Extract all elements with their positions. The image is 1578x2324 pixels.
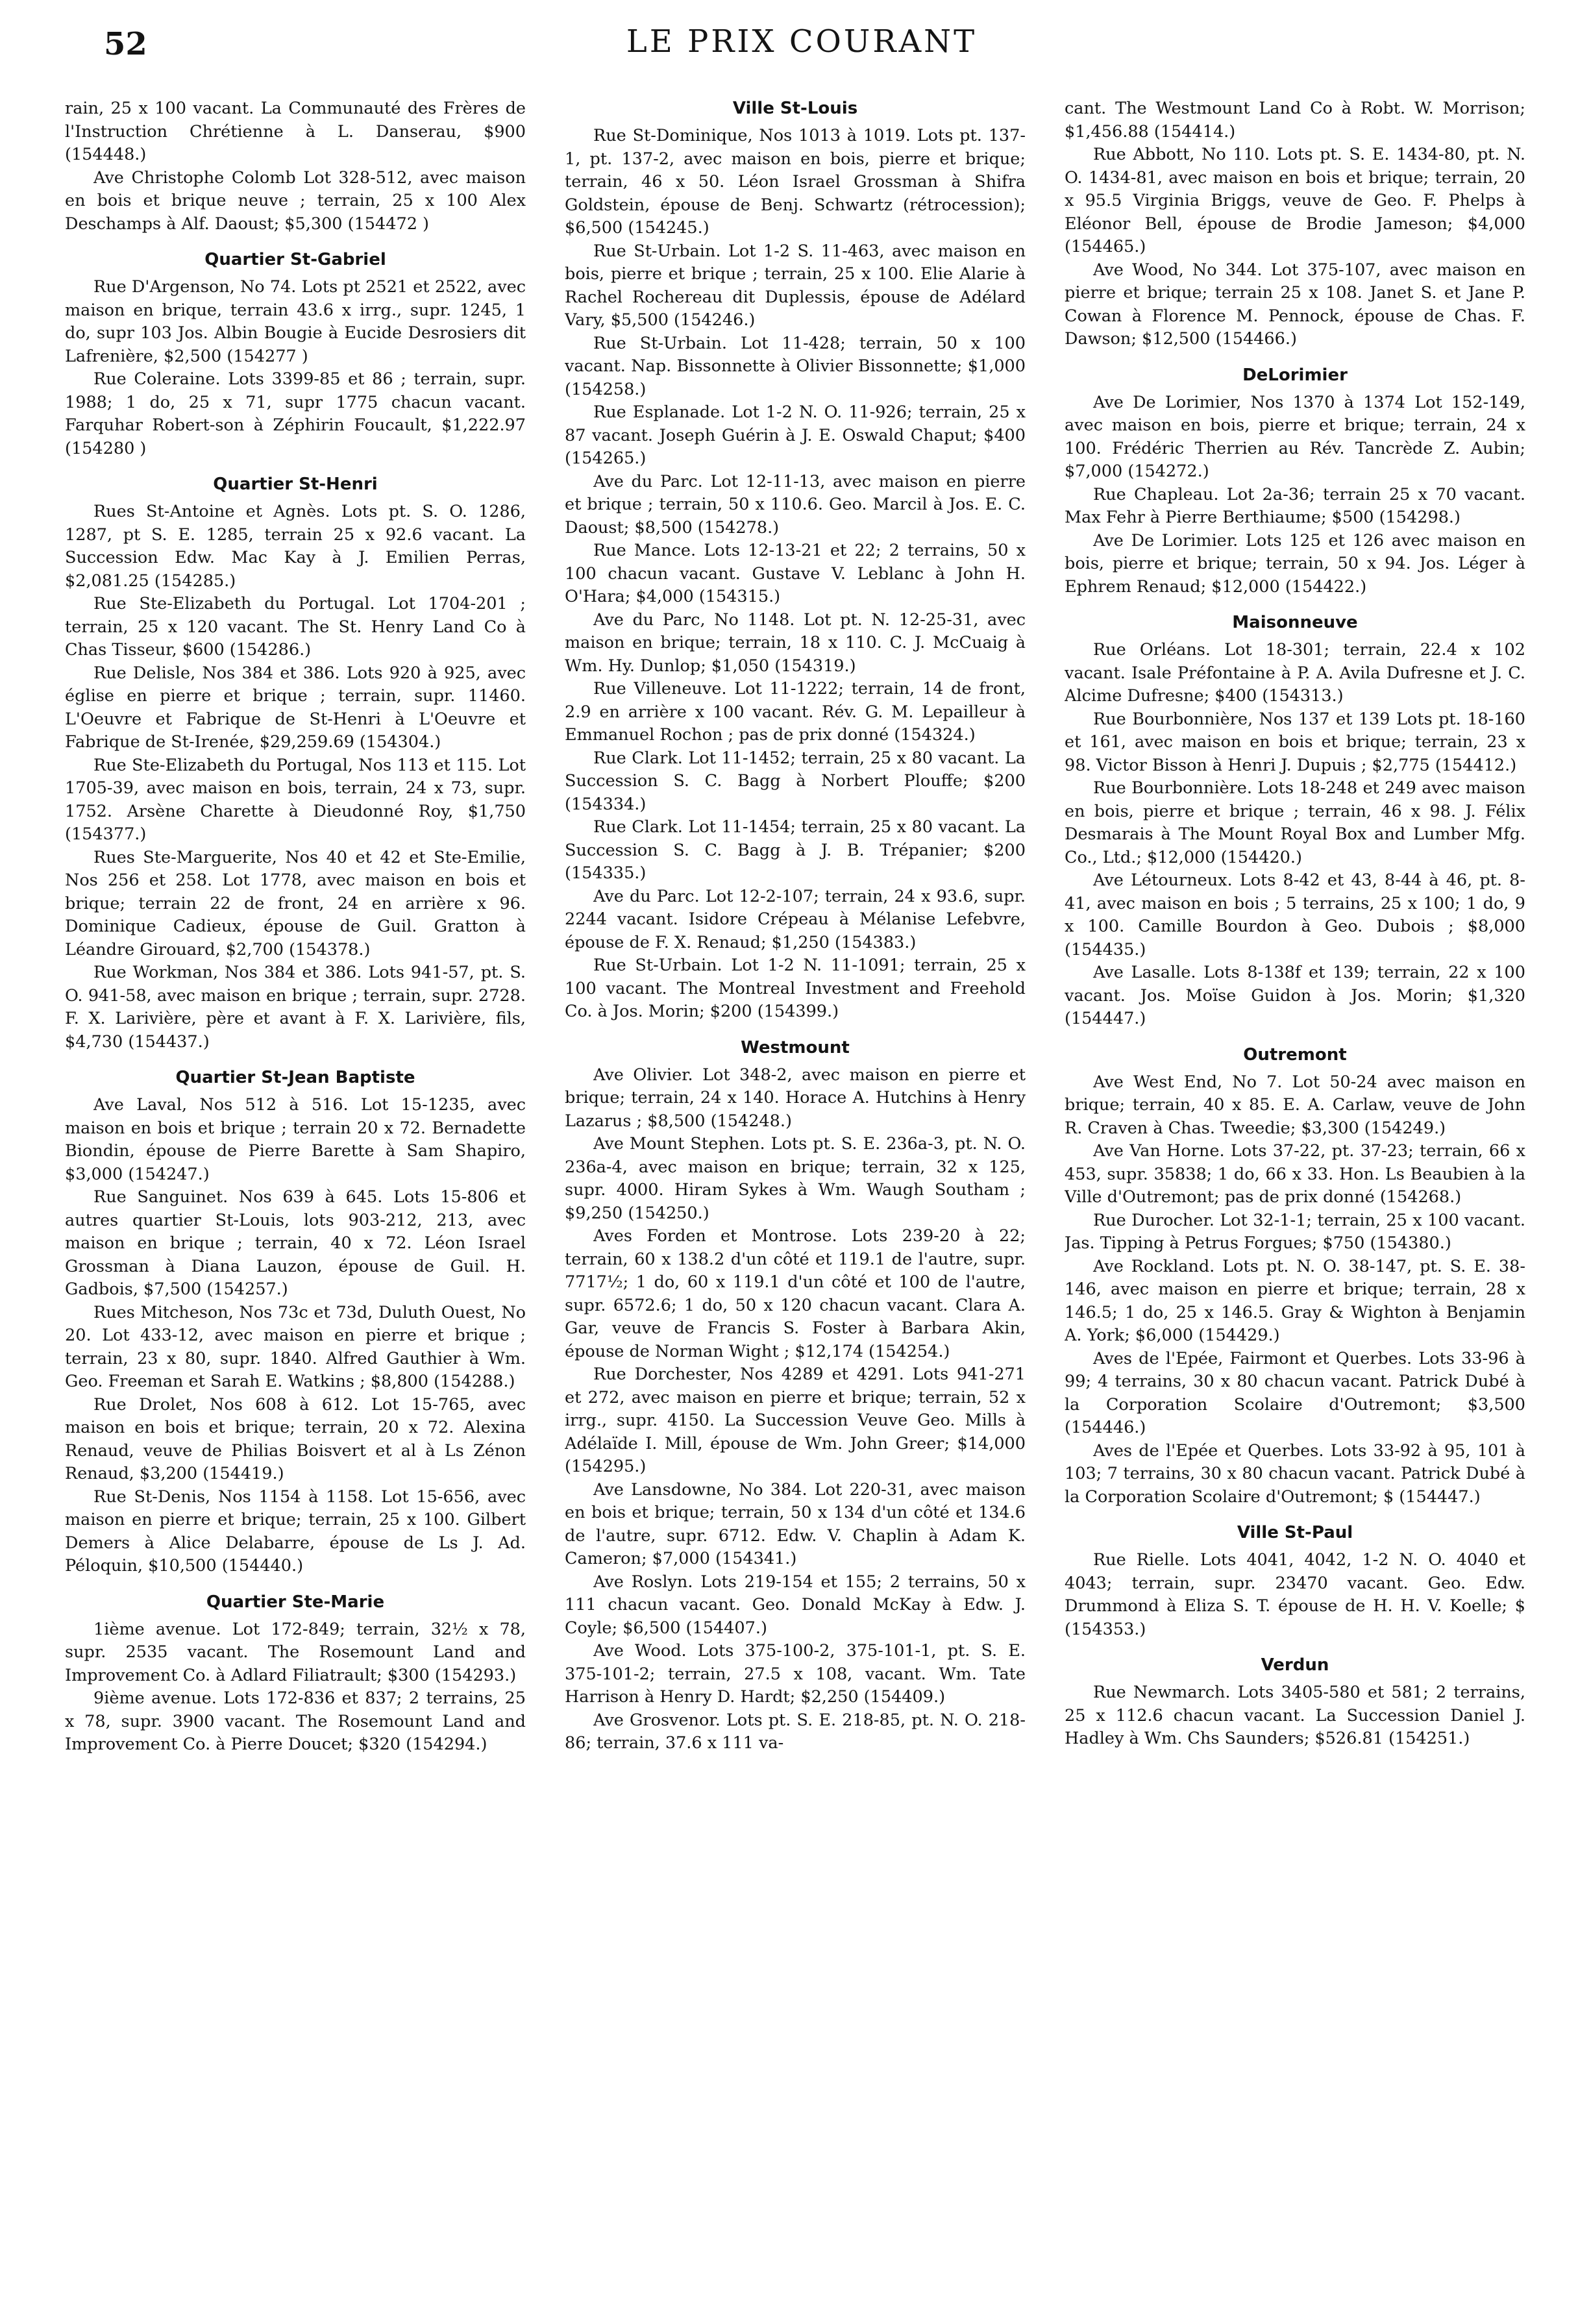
listing-entry: cant. The Westmount Land Co à Robt. W. Morrison; $1,456.88 (154414.) <box>1065 99 1525 142</box>
listing-entry: Rue St-Denis, Nos 1154 à 1158. Lot 15-656, avec maison en pierre et brique; terrain, 25 x 100. Gilbert Demers à Alice Delabarre, épouse de Ls J. Ad. Péloquin, $10,500 (154440.) <box>65 1487 526 1576</box>
listing-entry: Rue D'Argenson, No 74. Lots pt 2521 et 2522, avec maison en brique, terrain 43.6 x irrg., supr. 1245, 1 do, supr 103 Jos. Albin Bougie à Eucide Desrosiers dit Lafrenière, $2,500 (154277 ) <box>65 277 526 366</box>
listing-entry: Rue St-Urbain. Lot 1-2 S. 11-463, avec maison en bois, pierre et brique ; terrain, 25 x 100. Elie Alarie à Rachel Rochereau dit Duplessis, épouse de Adélard Vary, $5,500 (154246.) <box>565 241 1026 330</box>
listing-entry: Rue Ste-Elizabeth du Portugal. Lot 1704-201 ; terrain, 25 x 120 vacant. The St. Henry Land Co à Chas Tisseur, $600 (154286.) <box>65 594 526 660</box>
listing-entry: Rue Clark. Lot 11-1452; terrain, 25 x 80 vacant. La Succession S. C. Bagg à Norbert Plouffe; $200 (154334.) <box>565 748 1026 814</box>
section-heading: Quartier St-Henri <box>213 475 378 494</box>
column-right <box>1065 97 1525 2305</box>
section-heading: Verdun <box>1261 1655 1329 1675</box>
columns <box>65 97 1525 2305</box>
listing-entry: Rue Chapleau. Lot 2a-36; terrain 25 x 70 vacant. Max Fehr à Pierre Berthiaume; $500 (154298.) <box>1065 484 1525 527</box>
listing-entry: Rue St-Urbain. Lot 11-428; terrain, 50 x 100 vacant. Nap. Bissonnette à Olivier Bissonnette; $1,000 (154258.) <box>565 333 1026 399</box>
section-heading: Quartier Ste-Marie <box>206 1592 385 1612</box>
listing-entry: Ave du Parc. Lot 12-11-13, avec maison en pierre et brique ; terrain, 50 x 110.6. Geo. Marcil à Jos. E. C. Daoust; $8,500 (154278.) <box>565 471 1026 538</box>
listing-entry: Rues St-Antoine et Agnès. Lots pt. S. O. 1286, 1287, pt S. E. 1285, terrain 25 x 92.6 vacant. La Succession Edw. Mac Kay à J. Emilien Perras, $2,081.25 (154285.) <box>65 502 526 591</box>
listing-entry: Ave Laval, Nos 512 à 516. Lot 15-1235, avec maison en bois et brique ; terrain 20 x 72. Bernadette Biondin, épouse de Pierre Barette à Sam Shapiro, $3,000 (154247.) <box>65 1095 526 1184</box>
listing-entry: Rue Mance. Lots 12-13-21 et 22; 2 terrains, 50 x 100 chacun vacant. Gustave V. Leblanc à John H. O'Hara; $4,000 (154315.) <box>565 541 1026 606</box>
page-number: 52 <box>104 26 147 62</box>
listing-entry: Rue Bourbonnière, Nos 137 et 139 Lots pt. 18-160 et 161, avec maison en bois et brique; terrain, 23 x 98. Victor Bisson à Henri J. Dupuis ; $2,775 (154412.) <box>1065 709 1525 775</box>
running-title: LE PRIX COURANT <box>626 23 978 60</box>
section-heading: DeLorimier <box>1242 365 1348 385</box>
listing-entry: Rue Workman, Nos 384 et 386. Lots 941-57, pt. S. O. 941-58, avec maison en brique ; terrain, supr. 2728. F. X. Larivière, père et avant à F. X. Larivière, fils, $4,730 (154437.) <box>65 963 526 1052</box>
section-heading: Westmount <box>741 1037 850 1057</box>
column-left <box>65 97 526 2305</box>
listing-entry: Ave Christophe Colomb Lot 328-512, avec maison en bois et brique neuve ; terrain, 25 x 100 Alex Deschamps à Alf. Daoust; $5,300 (154472 ) <box>65 167 526 234</box>
listing-entry: Rue Abbott, No 110. Lots pt. S. E. 1434-80, pt. N. O. 1434-81, avec maison en bois et brique; terrain, 20 x 95.5 Virginia Briggs, veuve de Geo. F. Phelps à Eléonor Bell, épouse de Brodie Jameson; $4,000 (154465.) <box>1065 145 1525 256</box>
listing-entry: Ave Lasalle. Lots 8-138f et 139; terrain, 22 x 100 vacant. Jos. Moïse Guidon à Jos. Morin; $1,320 (154447.) <box>1065 963 1525 1028</box>
listing-entry: Ave Lansdowne, No 384. Lot 220-31, avec maison en bois et brique; terrain, 50 x 134 d'un côté et 134.6 de l'autre, supr. 6712. Edw. V. Chaplin à Adam K. Cameron; $7,000 (154341.) <box>565 1479 1026 1568</box>
section-heading: Outremont <box>1243 1045 1347 1065</box>
section-heading: Quartier St-Jean Baptiste <box>175 1068 415 1087</box>
section-heading: Maisonneuve <box>1232 613 1358 632</box>
listing-entry: Rue St-Dominique, Nos 1013 à 1019. Lots pt. 137-1, pt. 137-2, avec maison en bois, pierre et brique; terrain, 46 x 50. Léon Israel Grossman à Shifra Goldstein, épouse de Benj. Schwartz (rétrocession); $6,500 (154245.) <box>565 126 1026 238</box>
listing-entry: Rue Delisle, Nos 384 et 386. Lots 920 à 925, avec église en pierre et brique ; terrain, supr. 11460. L'Oeuvre et Fabrique de St-Henri à L'Oeuvre et Fabrique de St-Irenée, $29,259.69 (154304.) <box>65 663 526 752</box>
listing-entry: Rues Mitcheson, Nos 73c et 73d, Duluth Ouest, No 20. Lot 433-12, avec maison en pierre et brique ; terrain, 23 x 80, supr. 1840. Alfred Gauthier à Wm. Geo. Freeman et Sarah E. Watkins ; $8,800 (154288.) <box>65 1302 526 1391</box>
listing-entry: Rue Coleraine. Lots 3399-85 et 86 ; terrain, supr. 1988; 1 do, 25 x 71, supr 1775 chacun vacant. Farquhar Robert-son à Zéphirin Foucault, $1,222.97 (154280 ) <box>65 369 526 458</box>
listing-entry: Ave Van Horne. Lots 37-22, pt. 37-23; terrain, 66 x 453, supr. 35838; 1 do, 66 x 33. Hon. Ls Beaubien à la Ville d'Outremont; pas de prix donné (154268.) <box>1065 1141 1525 1207</box>
listing-entry: Ave du Parc. Lot 12-2-107; terrain, 24 x 93.6, supr. 2244 vacant. Isidore Crépeau à Mélanise Lefebvre, épouse de F. X. Renaud; $1,250 (154383.) <box>565 886 1026 952</box>
listing-entry: Rue Durocher. Lot 32-1-1; terrain, 25 x 100 vacant. Jas. Tipping à Petrus Forgues; $750 (154380.) <box>1065 1210 1525 1253</box>
listing-entry: Ave Roslyn. Lots 219-154 et 155; 2 terrains, 50 x 111 chacun vacant. Geo. Donald McKay à Edw. J. Coyle; $6,500 (154407.) <box>565 1572 1026 1638</box>
listing-entry: Rue Rielle. Lots 4041, 4042, 1-2 N. O. 4040 et 4043; terrain, supr. 23470 vacant. Geo. Edw. Drummond à Eliza S. T. épouse de H. H. V. Koelle; $ (154353.) <box>1065 1550 1525 1639</box>
section-heading: Ville St-Louis <box>732 99 858 118</box>
page-header <box>104 18 1499 73</box>
listing-entry: Ave Grosvenor. Lots pt. S. E. 218-85, pt. N. O. 218-86; terrain, 37.6 x 111 va- <box>565 1710 1026 1753</box>
listing-entry: Rue Drolet, Nos 608 à 612. Lot 15-765, avec maison en bois et brique; terrain, 20 x 72. Alexina Renaud, veuve de Philias Boisvert et al à Ls Zénon Renaud, $3,200 (154419.) <box>65 1394 526 1483</box>
listing-entry: Ave De Lorimier. Lots 125 et 126 avec maison en bois, pierre et brique; terrain, 50 x 94. Jos. Léger à Ephrem Renaud; $12,000 (154422.) <box>1065 530 1525 597</box>
listing-entry: rain, 25 x 100 vacant. La Communauté des Frères de l'Instruction Chrétienne à L. Danserau, $900 (154448.) <box>65 99 526 164</box>
section-heading: Ville St-Paul <box>1237 1523 1353 1542</box>
column-middle <box>565 97 1026 2305</box>
listing-entry: Ave du Parc, No 1148. Lot pt. N. 12-25-31, avec maison en brique; terrain, 18 x 110. C. J. McCuaig à Wm. Hy. Dunlop; $1,050 (154319.) <box>565 610 1026 676</box>
listing-entry: Aves de l'Epée et Querbes. Lots 33-92 à 95, 101 à 103; 7 terrains, 30 x 80 chacun vacant. Patrick Dubé à la Corporation Scolaire d'Outremont; $ (154447.) <box>1065 1440 1525 1507</box>
listing-entry: Ave Létourneux. Lots 8-42 et 43, 8-44 à 46, pt. 8-41, avec maison en bois ; 5 terrains, 25 x 100; 1 do, 9 x 100. Camille Bourdon à Geo. Dubois ; $8,000 (154435.) <box>1065 871 1525 959</box>
listing-entry: Rue Sanguinet. Nos 639 à 645. Lots 15-806 et autres quartier St-Louis, lots 903-212, 213, avec maison en brique ; terrain, 40 x 72. Léon Israel Grossman à Diana Lauzon, épouse de Guil. H. Gadbois, $7,500 (154257.) <box>65 1187 526 1299</box>
listing-entry: Ave West End, No 7. Lot 50-24 avec maison en brique; terrain, 40 x 85. E. A. Carlaw, veuve de John R. Craven à Chas. Tweedie; $3,300 (154249.) <box>1065 1072 1525 1138</box>
listing-entry: Rue Bourbonnière. Lots 18-248 et 249 avec maison en bois, pierre et brique ; terrain, 46 x 98. J. Félix Desmarais à The Mount Royal Box and Lumber Mfg. Co., Ltd.; $12,000 (154420.) <box>1065 778 1525 867</box>
listing-entry: Aves Forden et Montrose. Lots 239-20 à 22; terrain, 60 x 138.2 d'un côté et 119.1 de l'autre, supr. 7717½; 1 do, 60 x 119.1 d'un côté et 100 de l'autre, supr. 6572.6; 1 do, 50 x 120 chacun vacant. Clara A. Gar, veuve de Francis S. Foster à Barbara Akin, épouse de Norman Wight ; $12,174 (154254.) <box>565 1226 1026 1361</box>
listing-entry: Rue St-Urbain. Lot 1-2 N. 11-1091; terrain, 25 x 100 vacant. The Montreal Investment and Freehold Co. à Jos. Morin; $200 (154399.) <box>565 956 1026 1021</box>
listing-entry: Rue Clark. Lot 11-1454; terrain, 25 x 80 vacant. La Succession S. C. Bagg à J. B. Trépanier; $200 (154335.) <box>565 817 1026 883</box>
listing-entry: Ave Wood, No 344. Lot 375-107, avec maison en pierre et brique; terrain 25 x 108. Janet S. et Jane P. Cowan à Florence M. Pennock, épouse de Chas. F. Dawson; $12,500 (154466.) <box>1065 260 1525 349</box>
listing-entry: 1ième avenue. Lot 172-849; terrain, 32½ x 78, supr. 2535 vacant. The Rosemount Land and Improvement Co. à Adlard Filiatrault; $300 (154293.) <box>65 1619 526 1685</box>
listing-entry: Ave Olivier. Lot 348-2, avec maison en pierre et brique; terrain, 24 x 140. Horace A. Hutchins à Henry Lazarus ; $8,500 (154248.) <box>565 1065 1026 1131</box>
listing-entry: Ave Wood. Lots 375-100-2, 375-101-1, pt. S. E. 375-101-2; terrain, 27.5 x 108, vacant. Wm. Tate Harrison à Henry D. Hardt; $2,250 (154409.) <box>565 1641 1026 1707</box>
listing-entry: Rues Ste-Marguerite, Nos 40 et 42 et Ste-Emilie, Nos 256 et 258. Lot 1778, avec maison en bois et brique; terrain 22 de front, 24 en arrière x 96. Dominique Cadieux, épouse de Guil. Gratton à Léandre Girouard, $2,700 (154378.) <box>65 847 526 959</box>
listing-entry: Ave Mount Stephen. Lots pt. S. E. 236a-3, pt. N. O. 236a-4, avec maison en brique; terrain, 32 x 125, supr. 4000. Hiram Sykes à Wm. Waugh Southam ; $9,250 (154250.) <box>565 1134 1026 1223</box>
listing-entry: Rue Ste-Elizabeth du Portugal, Nos 113 et 115. Lot 1705-39, avec maison en bois, terrain, 24 x 73, supr. 1752. Arsène Charette à Dieudonné Roy, $1,750 (154377.) <box>65 755 526 844</box>
listing-entry: Rue Esplanade. Lot 1-2 N. O. 11-926; terrain, 25 x 87 vacant. Joseph Guérin à J. E. Oswald Chaput; $400 (154265.) <box>565 402 1026 468</box>
listing-entry: Rue Dorchester, Nos 4289 et 4291. Lots 941-271 et 272, avec maison en pierre et brique; terrain, 52 x irrg., supr. 4150. La Succession Veuve Geo. Mills à Adélaïde I. Mill, épouse de Wm. John Greer; $14,000 (154295.) <box>565 1365 1026 1476</box>
listing-entry: 9ième avenue. Lots 172-836 et 837; 2 terrains, 25 x 78, supr. 3900 vacant. The Rosemount Land and Improvement Co. à Pierre Doucet; $320 (154294.) <box>65 1688 526 1754</box>
listing-entry: Ave Rockland. Lots pt. N. O. 38-147, pt. S. E. 38-146, avec maison en pierre et brique; terrain, 28 x 146.5; 1 do, 25 x 146.5. Gray & Wighton à Benjamin A. York; $6,000 (154429.) <box>1065 1256 1525 1345</box>
listing-entry: Rue Villeneuve. Lot 11-1222; terrain, 14 de front, 2.9 en arrière x 100 vacant. Rév. G. M. Lepailleur à Emmanuel Rochon ; pas de prix donné (154324.) <box>565 679 1026 745</box>
listing-entry: Aves de l'Epée, Fairmont et Querbes. Lots 33-96 à 99; 4 terrains, 30 x 80 chacun vacant. Patrick Dubé à la Corporation Scolaire d'Outremont; $3,500 (154446.) <box>1065 1348 1525 1437</box>
section-heading: Quartier St-Gabriel <box>204 250 386 269</box>
listing-entry: Rue Orléans. Lot 18-301; terrain, 22.4 x 102 vacant. Isale Préfontaine à P. A. Avila Dufresne et J. C. Alcime Dufresne; $400 (154313.) <box>1065 640 1525 706</box>
listing-entry: Rue Newmarch. Lots 3405-580 et 581; 2 terrains, 25 x 112.6 chacun vacant. La Succession Daniel J. Hadley à Wm. Chs Saunders; $526.81 (154251.) <box>1065 1683 1525 1748</box>
listing-entry: Ave De Lorimier, Nos 1370 à 1374 Lot 152-149, avec maison en bois, pierre et brique; terrain, 24 x 100. Frédéric Therrien au Rév. Tancrède Z. Aubin; $7,000 (154272.) <box>1065 392 1525 481</box>
